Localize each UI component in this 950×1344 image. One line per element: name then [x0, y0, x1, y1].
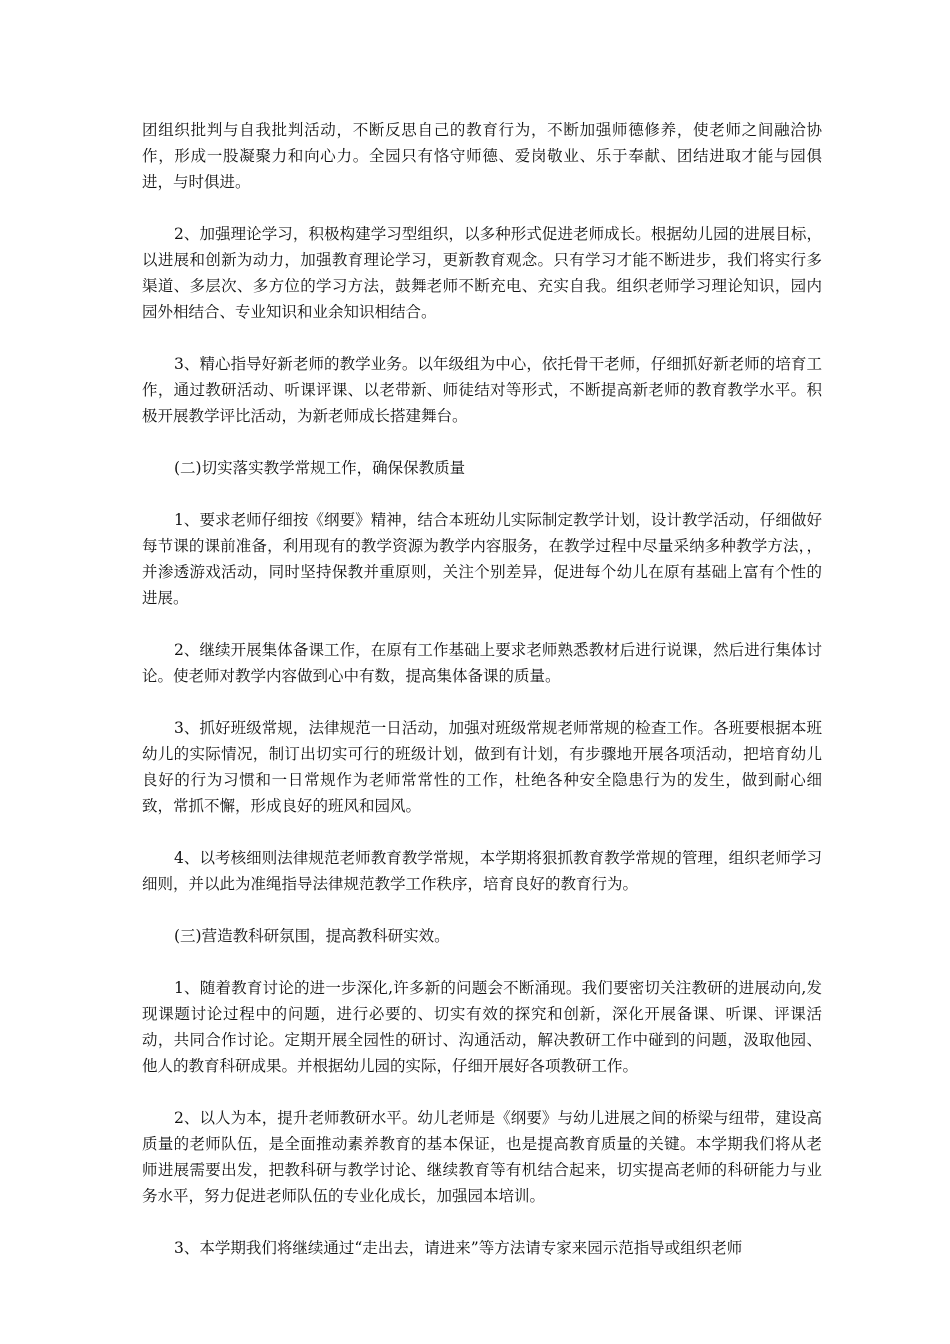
paragraph-theory-study: 2、加强理论学习，积极构建学习型组织，以多种形式促进老师成长。根据幼儿园的进展目标，以进展和创新为动力，加强教育理论学习，更新教育观念。只有学习才能不断进步，我们将实行多渠道、多层次、多方位的学习方法，鼓舞老师不断充电、充实自我。组织老师学习理论知识，园内园外相结合、专业知识和业余知识相结合。	[142, 225, 822, 321]
paragraph-class-routine: 3、抓好班级常规，法律规范一日活动，加强对班级常规老师常规的检查工作。各班要根据本班幼儿的实际情况，制订出切实可行的班级计划，做到有计划，有步骤地开展各项活动，把培育幼儿良好的行为习惯和一日常规作为老师常常性的工作，杜绝各种安全隐患行为的发生，做到耐心细致，常抓不懈，形成良好的班风和园风。	[142, 719, 822, 815]
paragraph-collective-lesson-prep: 2、继续开展集体备课工作，在原有工作基础上要求老师熟悉教材后进行说课，然后进行集体讨论。使老师对教学内容做到心中有数，提高集体备课的质量。	[142, 641, 822, 685]
section-heading-teaching-routine: (二)切实落实教学常规工作，确保保教质量	[174, 459, 466, 477]
paragraph-people-oriented: 2、以人为本，提升老师教研水平。幼儿老师是《纲要》与幼儿进展之间的桥梁与纽带，建设高质量的老师队伍，是全面推动素养教育的基本保证，也是提高教育质量的关键。本学期我们将从老师进展需要出发，把教科研与教学讨论、继续教育等有机结合起来，切实提高老师的科研能力与业务水平，努力促进老师队伍的专业化成长，加强园本培训。	[142, 1109, 822, 1205]
paragraph-new-teacher-guidance: 3、精心指导好新老师的教学业务。以年级组为中心，依托骨干老师，仔细抓好新老师的培育工作，通过教研活动、听课评课、以老带新、师徒结对等形式，不断提高新老师的教育教学水平。积极开展教学评比活动，为新老师成长搭建舞台。	[142, 355, 822, 425]
paragraph-assessment-rules: 4、以考核细则法律规范老师教育教学常规，本学期将狠抓教育教学常规的管理，组织老师学习细则，并以此为准绳指导法律规范教学工作秩序，培育良好的教育行为。	[142, 849, 822, 893]
paragraph-experts-invited: 3、本学期我们将继续通过“走出去，请进来”等方法请专家来园示范指导或组织老师	[174, 1239, 743, 1257]
paragraph-continuation: 团组织批判与自我批判活动，不断反思自己的教育行为，不断加强师德修养，使老师之间融洽协作，形成一股凝聚力和向心力。全园只有恪守师德、爱岗敬业、乐于奉献、团结进取才能与园俱进，与时俱进。	[142, 121, 822, 191]
paragraph-teaching-plan: 1、要求老师仔细按《纲要》精神，结合本班幼儿实际制定教学计划，设计教学活动，仔细做好每节课的课前准备，利用现有的教学资源为教学内容服务，在教学过程中尽量采纳多种教学方法，，并渗透游戏活动，同时坚持保教并重原则，关注个别差异，促进每个幼儿在原有基础上富有个性的进展。	[142, 511, 822, 607]
document-body	[142, 117, 822, 1287]
paragraph-research-deepening: 1、随着教育讨论的进一步深化,许多新的问题会不断涌现。我们要密切关注教研的进展动向,发现课题讨论过程中的问题，进行必要的、切实有效的探究和创新，深化开展备课、听课、评课活动，共同合作讨论。定期开展全园性的研讨、沟通活动，解决教研工作中碰到的问题，汲取他园、他人的教育科研成果。并根据幼儿园的实际，仔细开展好各项教研工作。	[142, 979, 822, 1075]
section-heading-research-atmosphere: (三)营造教科研氛围，提高教科研实效。	[174, 927, 450, 945]
